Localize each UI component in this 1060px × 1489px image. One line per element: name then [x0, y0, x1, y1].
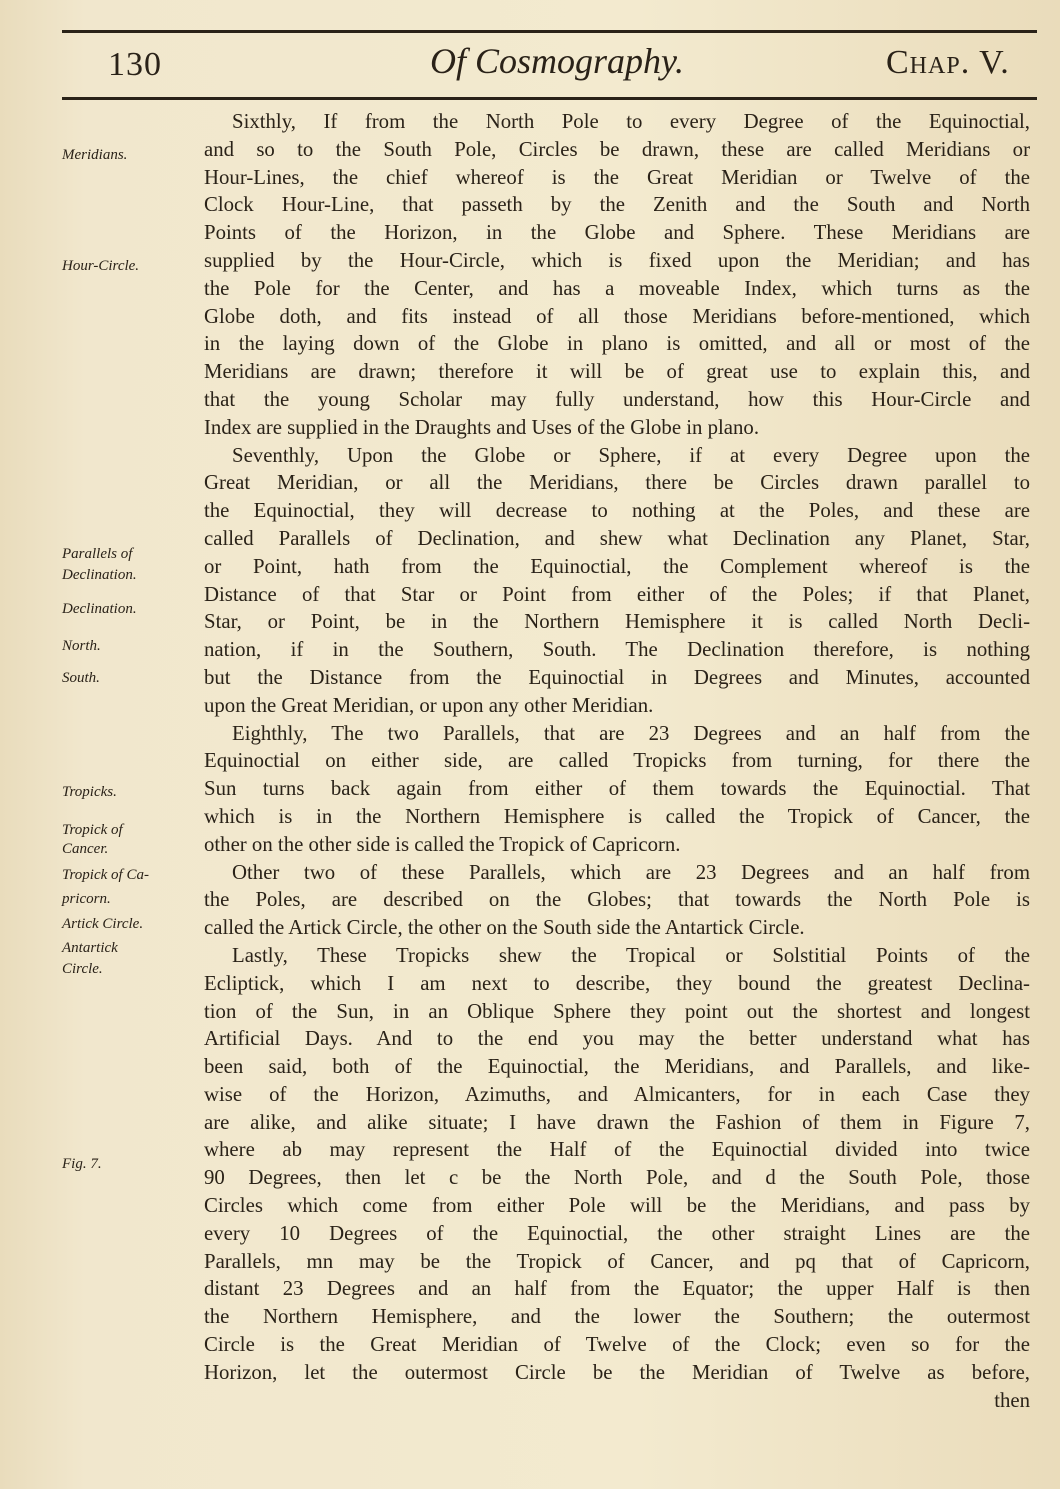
margin-note: Circle. [62, 961, 103, 977]
running-title: Of Cosmography. [430, 41, 685, 81]
text-line: Meridians are drawn; therefore it will be of great use to explain this, and [204, 360, 1030, 384]
text-line: Eighthly, The two Parallels, that are 23 Degrees and an half from the [232, 721, 1030, 745]
text-line: Great Meridian, or all the Meridians, there be Circles drawn parallel to [204, 471, 1030, 495]
text-line: are alike, and alike situate; I have drawn the Fashion of them in Figure 7, [204, 1110, 1030, 1134]
text-line: been said, both of the Equinoctial, the Meridians, and Parallels, and like- [204, 1055, 1030, 1079]
chapter-heading: Chap. V. [886, 44, 1010, 81]
margin-note: Fig. 7. [62, 1156, 102, 1172]
text-line: Hour-Lines, the chief whereof is the Great Meridian or Twelve of the [204, 165, 1030, 189]
text-line: tion of the Sun, in an Oblique Sphere they point out the shortest and longest [204, 999, 1030, 1023]
text-line: the Equinoctial, they will decrease to nothing at the Poles, and these are [204, 499, 1030, 523]
text-line: Lastly, These Tropicks shew the Tropical or Solstitial Points of the [232, 943, 1030, 967]
text-line: that the young Scholar may fully understand, how this Hour-Circle and [204, 387, 1030, 411]
text-line: the Northern Hemisphere, and the lower the Southern; the outermost [204, 1305, 1030, 1329]
text-line: called Parallels of Declination, and shew what Declination any Planet, Star, [204, 526, 1030, 550]
margin-note: pricorn. [62, 891, 111, 907]
text-line: which is in the Northern Hemisphere is called the Tropick of Cancer, the [204, 804, 1030, 828]
text-line: wise of the Horizon, Azimuths, and Almicanters, for in each Case they [204, 1082, 1030, 1106]
text-line: other on the other side is called the Tropick of Capricorn. [204, 832, 681, 856]
margin-note: Declination. [62, 567, 137, 583]
text-line: upon the Great Meridian, or upon any other Meridian. [204, 693, 654, 717]
text-line: the Pole for the Center, and has a moveable Index, which turns as the [204, 276, 1030, 300]
text-line: distant 23 Degrees and an half from the Equator; the upper Half is then [204, 1277, 1030, 1301]
text-line: Distance of that Star or Point from either of the Poles; if that Planet, [204, 582, 1030, 606]
text-line: Horizon, let the outermost Circle be the Meridian of Twelve as before, [204, 1360, 1030, 1384]
margin-note: Tropicks. [62, 784, 117, 800]
text-line: Circle is the Great Meridian of Twelve of the Clock; even so for the [204, 1333, 1030, 1357]
margin-note: Antartick [62, 940, 118, 956]
text-line: Other two of these Parallels, which are 23 Degrees and an half from [232, 860, 1030, 884]
margin-note: North. [62, 638, 101, 654]
header-rule [62, 97, 1037, 100]
body-text [204, 108, 1030, 1414]
text-line: Parallels, mn may be the Tropick of Cancer, and pq that of Capricorn, [204, 1249, 1030, 1273]
text-line: nation, if in the Southern, South. The Declination therefore, is nothing [204, 638, 1030, 662]
text-line: Index are supplied in the Draughts and Uses of the Globe in plano. [204, 415, 760, 439]
margin-note: Cancer. [62, 841, 109, 857]
text-line: where ab may represent the Half of the Equinoctial divided into twice [204, 1138, 1030, 1162]
text-line: the Poles, are described on the Globes; that towards the North Pole is [204, 888, 1030, 912]
page-number: 130 [108, 46, 162, 83]
text-line: Star, or Point, be in the Northern Hemisphere it is called North Decli- [204, 610, 1030, 634]
text-line: Points of the Horizon, in the Globe and Sphere. These Meridians are [204, 221, 1030, 245]
top-rule [62, 30, 1037, 33]
text-line: called the Artick Circle, the other on the South side the Antartick Circle. [204, 916, 805, 940]
text-line: Seventhly, Upon the Globe or Sphere, if at every Degree upon the [232, 443, 1030, 467]
text-line: every 10 Degrees of the Equinoctial, the other straight Lines are the [204, 1221, 1030, 1245]
margin-note: South. [62, 670, 100, 686]
text-line: Equinoctial on either side, are called Tropicks from turning, for there the [204, 749, 1030, 773]
margin-note: Tropick of Ca- [62, 867, 149, 883]
text-line: Ecliptick, which I am next to describe, they bound the greatest Declina- [204, 971, 1030, 995]
text-line: Sun turns back again from either of them towards the Equinoctial. That [204, 777, 1030, 801]
text-line: but the Distance from the Equinoctial in Degrees and Minutes, accounted [204, 665, 1030, 689]
margin-note: Artick Circle. [62, 916, 144, 932]
text-line: Artificial Days. And to the end you may the better understand what has [204, 1027, 1030, 1051]
text-line: Globe doth, and fits instead of all those Meridians before-mentioned, which [204, 304, 1030, 328]
margin-note: Tropick of [62, 822, 123, 838]
text-line: Sixthly, If from the North Pole to every Degree of the Equinoctial, [232, 110, 1030, 133]
text-line: Circles which come from either Pole will be the Meridians, and pass by [204, 1194, 1030, 1218]
text-line: 90 Degrees, then let c be the North Pole, and d the South Pole, those [204, 1166, 1030, 1190]
text-line: Clock Hour-Line, that passeth by the Zenith and the South and North [204, 193, 1030, 217]
text-line: or Point, hath from the Equinoctial, the Complement whereof is the [204, 554, 1030, 578]
catchword: then [994, 1388, 1030, 1412]
margin-note: Meridians. [62, 147, 128, 163]
margin-note: Parallels of [62, 546, 133, 562]
margin-note: Declination. [62, 601, 137, 617]
text-line: supplied by the Hour-Circle, which is fixed upon the Meridian; and has [204, 248, 1030, 272]
text-line: and so to the South Pole, Circles be drawn, these are called Meridians or [204, 137, 1030, 161]
margin-note: Hour-Circle. [62, 258, 140, 274]
text-line: in the laying down of the Globe in plano is omitted, and all or most of the [204, 332, 1030, 356]
